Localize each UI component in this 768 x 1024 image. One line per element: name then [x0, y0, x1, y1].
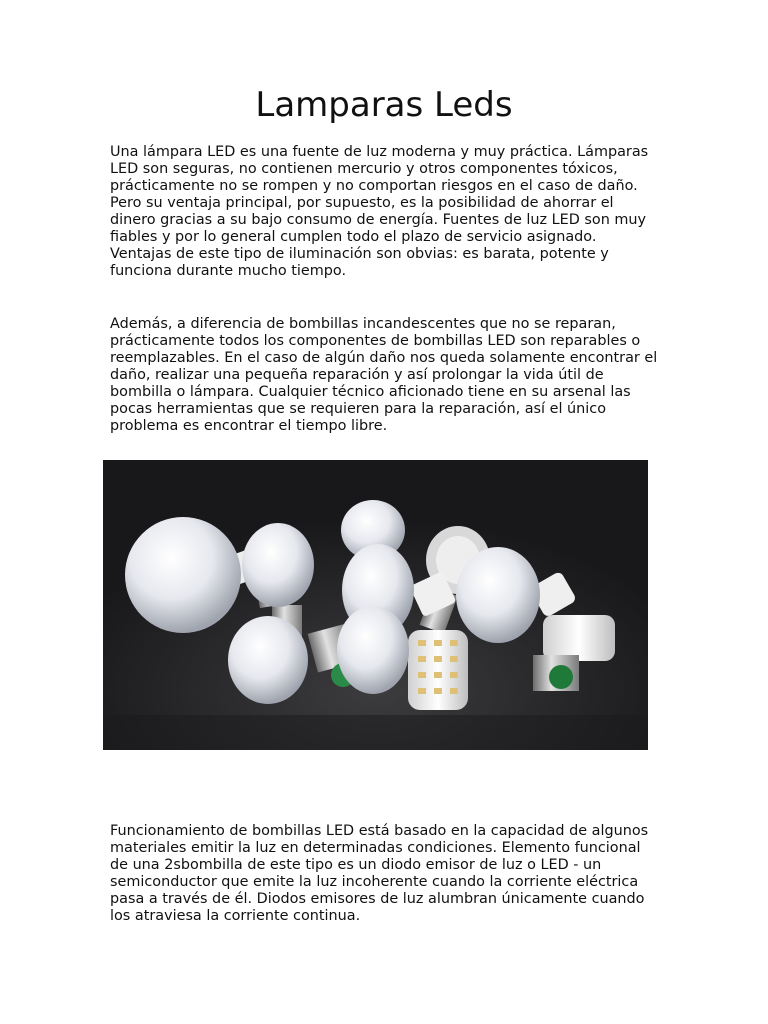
paragraph-intro: Una lámpara LED es una fuente de luz moderna y muy práctica. Lámparas LED son seguras, no contienen mercurio y otros componentes tóxicos, prácticamente no se rompen y no comportan riesgos en el caso de daño. Pero su ventaja principal, por supuesto, es la posibilidad de ahorrar el dinero gracias a su bajo consumo de energía. Fuentes de luz LED son muy fiables y por lo general cumplen todo el plazo de servicio asignado. Ventajas de este tipo de iluminación son obvias: es barata, potente y funciona durante mucho tiempo. [110, 144, 649, 279]
corn-bulb-bottom [408, 630, 468, 710]
led-bulbs-illustration [103, 460, 648, 750]
page-title: Lamparas Leds [255, 85, 513, 125]
bulb-front-center [337, 606, 409, 694]
paragraph-function: Funcionamiento de bombillas LED está basado en la capacidad de algunos materiales emitir la luz en determinadas condiciones. Elemento funcional de una 2sbombilla de este tipo es un diodo emisor de luz o LED - un semiconductor que emite la luz incoherente cuando la corriente eléctrica pasa a través de él. Diodos emisores de luz alumbran únicamente cuando los atraviesa la corriente continua. [110, 823, 649, 924]
led-bulbs-photo [103, 460, 648, 750]
paragraph-repair: Además, a diferencia de bombillas incandescentes que no se reparan, prácticamente todos los componentes de bombillas LED son reparables o reemplazables. En el caso de algún daño nos queda solamente encontrar el daño, realizar una pequeña reparación y así prolongar la vida útil de bombilla o lámpara. Cualquier técnico aficionado tiene en su arsenal las pocas herramientas que se requieren para la reparación, así el único problema es encontrar el tiempo libre. [110, 316, 658, 434]
